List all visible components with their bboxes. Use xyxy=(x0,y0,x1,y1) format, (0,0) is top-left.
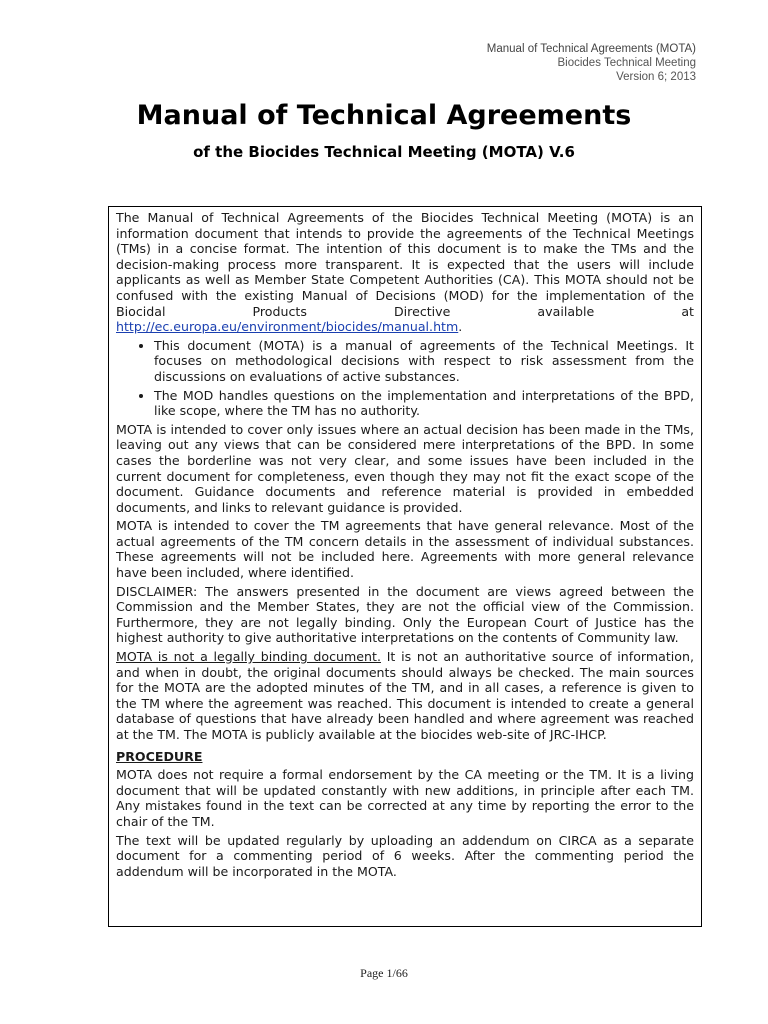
intro-paragraph xyxy=(116,210,694,335)
header-doc-title: Manual of Technical Agreements (MOTA) xyxy=(486,43,696,55)
procedure-heading: PROCEDURE xyxy=(116,748,203,764)
manual-link[interactable]: http://ec.europa.eu/environment/biocides/manual.htm xyxy=(116,319,459,335)
bullet-item-mod: • The MOD handles questions on the implementation and interpretations of the BPD, like scope, where the TM has no authority. xyxy=(154,388,694,419)
procedure-paragraph: MOTA does not require a formal endorsement by the CA meeting or the TM. It is a living document that will be updated constantly with new additions, in principle after each TM. Any mistakes found in the text can be corrected at any time by reporting the error to the chair of the TM. xyxy=(116,767,694,829)
intro-text: The Manual of Technical Agreements of the Biocides Technical Meeting (MOTA) is an information document that intends to provide the agreements of the Technical Meetings (TMs) in a concise format. The intention of this document is to make the TMs and the decision-making process more transparent. It is expected that the users will include applicants as well as Member State Competent Authorities (CA). This MOTA should not be confused with the existing Manual of Decisions (MOD) for the implementation of the Biocidal Products Directive available at xyxy=(116,210,694,319)
header-version: Version 6; 2013 xyxy=(616,71,696,83)
scope-paragraph: MOTA is intended to cover only issues where an actual decision has been made in the TMs, leaving out any views that can be considered mere interpretations of the BPD. In some cases the borderline was not very clear, and some issues have been included in the current document for completeness, even though they may not fit the exact scope of the document. Guidance documents and reference material is provided in embedded documents, and links to relevant guidance is provided. xyxy=(116,421,694,515)
update-paragraph: The text will be updated regularly by uploading an addendum on CIRCA as a separate document for a commenting period of 6 weeks. After the commenting period the addendum will be incorporated in the MOTA. xyxy=(116,832,694,879)
running-header xyxy=(487,42,696,84)
document-subtitle: of the Biocides Technical Meeting (MOTA) V.6 xyxy=(193,143,575,161)
document-title: Manual of Technical Agreements xyxy=(136,100,632,131)
disclaimer-paragraph: DISCLAIMER: The answers presented in the document are views agreed between the Commission and the Member States, they are not the official view of the Commission. Furthermore, they are not legally binding. Only the European Court of Justice has the highest authority to give authoritative interpretations on the contents of Community law. xyxy=(116,583,694,646)
page-number: Page 1/66 xyxy=(360,966,408,980)
binding-paragraph xyxy=(116,649,694,743)
intro-end: . xyxy=(458,319,463,335)
bullet-list xyxy=(116,338,694,419)
binding-underlined: MOTA is not a legally binding document. xyxy=(116,649,381,665)
header-meeting: Biocides Technical Meeting xyxy=(557,57,696,69)
relevance-paragraph: MOTA is intended to cover the TM agreements that have general relevance. Most of the actual agreements of the TM concern details in the assessment of individual substances. These agreements will not be included here. Agreements with more general relevance have been included, where identified. xyxy=(116,518,694,581)
intro-text-box xyxy=(108,206,702,927)
bullet-item-mota: • This document (MOTA) is a manual of agreements of the Technical Meetings. It focuses on methodological decisions with respect to risk assessment from the discussions on evaluations of active substances. xyxy=(154,338,694,385)
binding-rest: It is not an authoritative source of information, and when in doubt, the original documents should always be checked. The main sources for the MOTA are the adopted minutes of the TM, and in all cases, a reference is given to the TM where the agreement was reached. This document is intended to create a general database of questions that have already been handled and where agreement was reached at the TM. The MOTA is publicly available at the biocides web-site of JRC-IHCP. xyxy=(116,649,694,742)
